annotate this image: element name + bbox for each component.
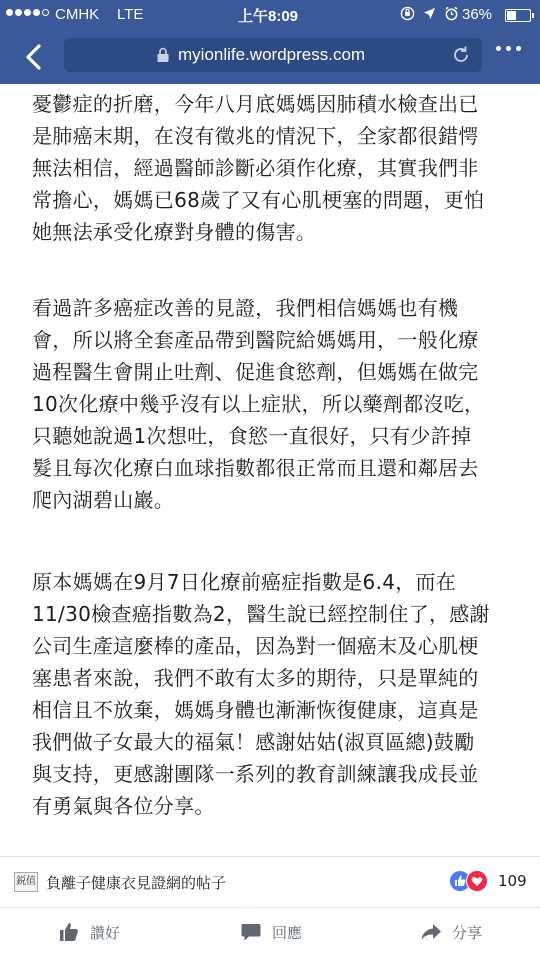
page-logo: 鋭值 [14,872,38,892]
battery-icon [505,9,531,22]
browser-chrome [0,0,540,84]
article-paragraph: 原本媽媽在9月7日化療前癌症指數是6.4，而在 11/30檢查癌指數為2，醫生說已經控制住了，感謝 公司生產這麼棒的產品，因為對一個癌末及心肌梗 塞患者來說，我們不敢有太多的期待，只是單純的 相信且不放棄，媽媽身體也漸漸恢復健康，這真是 我們做子女最大的福氣！感謝姑姑(淑頁區總)鼓勵 與支持，更感謝團隊一系列的教育訓練讓我成長並 有勇氣與各位分享。 [32,570,490,818]
post-share-row[interactable] [0,857,540,907]
battery-level [507,11,516,20]
lock-icon [156,47,170,63]
reaction-count: 109 [498,872,527,890]
url-bar[interactable] [64,38,482,72]
love-reaction-icon [466,870,488,892]
battery-percent: 36% [462,6,493,23]
status-bar [0,0,540,30]
reload-icon[interactable] [450,44,472,66]
comment-button[interactable] [240,921,302,943]
action-bar [0,907,540,961]
comment-label: 回應 [272,923,303,942]
status-icons [400,6,459,21]
article-paragraph: 憂鬱症的折磨，今年八月底媽媽因肺積水檢查出已 是肺癌末期，在沒有徵兆的情況下，全家都很錯愕 無法相信，經過醫師診斷必須作化療，其實我們非 常擔心，媽媽已68歲了又有心肌梗塞的問題，更怕 她無法承受化療對身體的傷害。 [32,92,485,244]
thumbs-up-icon [58,921,80,943]
carrier-name: CMHK [55,6,100,23]
more-options-icon[interactable] [496,46,521,51]
signal-strength-icon [6,9,49,16]
back-button[interactable] [18,40,52,74]
like-label: 讚好 [90,923,121,942]
post-source-title[interactable]: 負離子健康衣見證網的帖子 [46,874,227,892]
comment-icon [240,921,262,943]
share-label: 分享 [452,923,483,942]
url-text: myionlife.wordpress.com [178,45,366,64]
share-arrow-icon [420,921,442,943]
location-icon [423,7,436,20]
like-button[interactable] [58,921,120,943]
share-button[interactable] [420,921,482,943]
network-type: LTE [117,6,144,23]
article-paragraph: 看過許多癌症改善的見證，我們相信媽媽也有機 會，所以將全套產品帶到醫院給媽媽用，一般化療 過程醫生會開止吐劑、促進食慾劑，但媽媽在做完 10次化療中幾乎沒有以上症狀，所以藥劑都沒吃， 只聽她說過1次想吐，食慾一直很好，只有少許掉 髮且每次化療白血球指數都很正常而且還和鄰居去 爬內湖碧山巖。 [32,296,485,512]
rotation-lock-icon [400,6,415,21]
status-time: 上午8:09 [238,8,299,25]
chevron-left-icon [18,40,52,74]
alarm-icon [444,6,459,21]
